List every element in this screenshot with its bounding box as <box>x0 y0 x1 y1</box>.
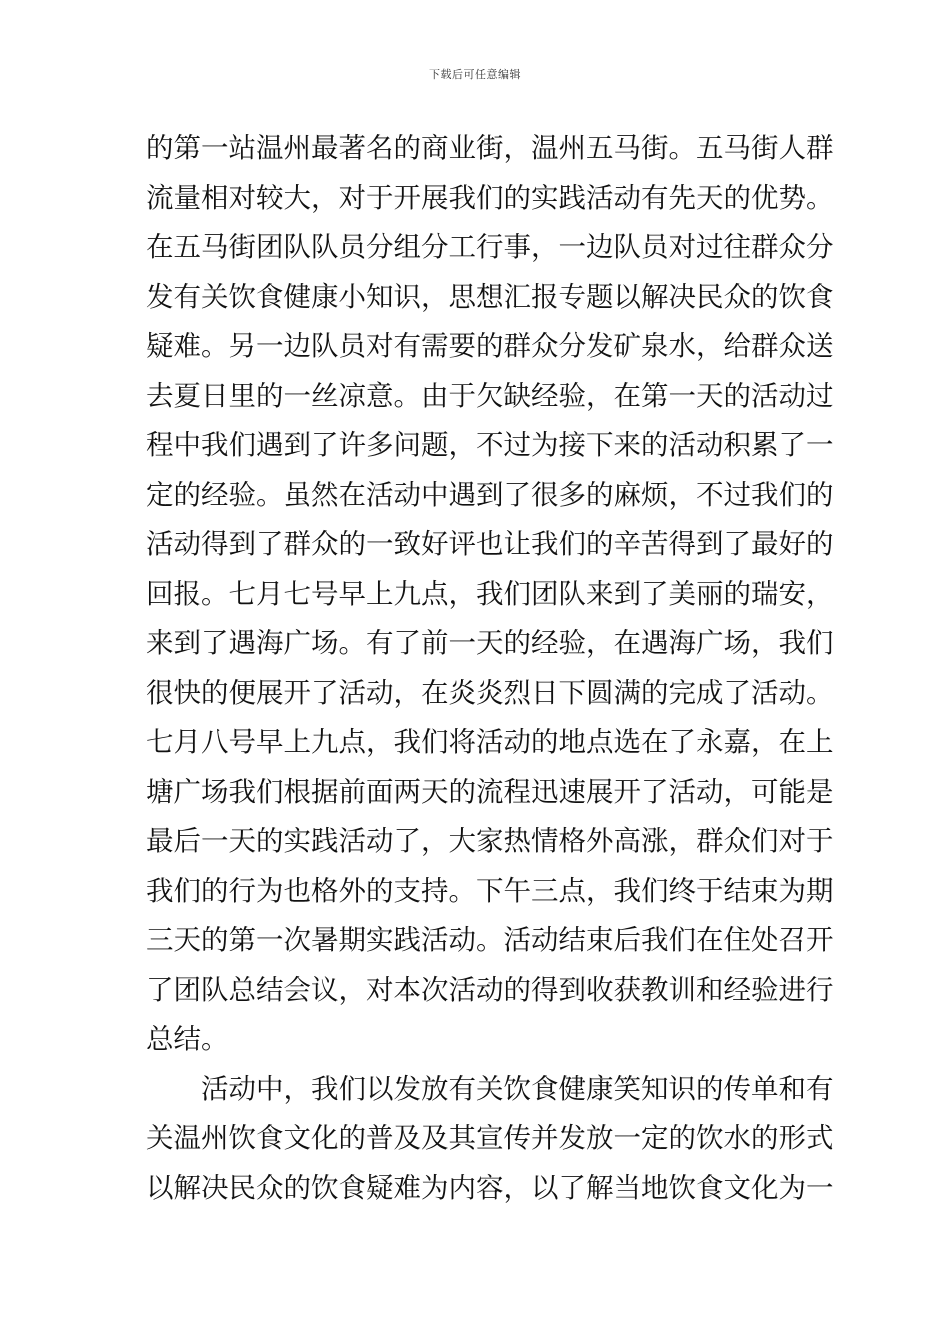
text-line: 了团队总结会议，对本次活动的得到收获教训和经验进行 <box>146 973 834 1006</box>
paragraph-1 <box>146 124 834 1065</box>
text-line: 回报。七月七号早上九点，我们团队来到了美丽的瑞安， <box>146 577 834 610</box>
text-line: 塘广场我们根据前面两天的流程迅速展开了活动，可能是 <box>146 775 834 808</box>
text-line: 疑难。另一边队员对有需要的群众分发矿泉水，给群众送 <box>146 330 834 362</box>
page-header: 下载后可任意编辑 <box>429 68 521 81</box>
text-line: 总结。 <box>146 1023 229 1055</box>
text-line: 活动中，我们以发放有关饮食健康笑知识的传单和有 <box>201 1072 834 1105</box>
text-line: 七月八号早上九点，我们将活动的地点选在了永嘉，在上 <box>146 726 834 758</box>
text-line: 发有关饮食健康小知识，思想汇报专题以解决民众的饮食 <box>146 280 834 313</box>
text-line: 三天的第一次暑期实践活动。活动结束后我们在住处召开 <box>146 924 834 956</box>
text-line: 我们的行为也格外的支持。下午三点，我们终于结束为期 <box>146 874 834 907</box>
paragraph-2 <box>146 1065 834 1214</box>
text-line: 关温州饮食文化的普及及其宣传并发放一定的饮水的形式 <box>146 1122 834 1154</box>
text-line: 来到了遇海广场。有了前一天的经验，在遇海广场，我们 <box>146 627 834 659</box>
text-line: 活动得到了群众的一致好评也让我们的辛苦得到了最好的 <box>146 528 834 560</box>
text-line: 流量相对较大，对于开展我们的实践活动有先天的优势。 <box>146 181 834 214</box>
text-line: 去夏日里的一丝凉意。由于欠缺经验，在第一天的活动过 <box>146 379 834 412</box>
text-line: 在五马街团队队员分组分工行事，一边队员对过往群众分 <box>146 231 834 263</box>
text-line: 很快的便展开了活动，在炎炎烈日下圆满的完成了活动。 <box>146 676 834 709</box>
text-line: 最后一天的实践活动了，大家热情格外高涨，群众们对于 <box>146 825 834 857</box>
text-line: 定的经验。虽然在活动中遇到了很多的麻烦，不过我们的 <box>146 478 834 511</box>
text-line: 的第一站温州最著名的商业街，温州五马街。五马街人群 <box>146 132 834 164</box>
text-line: 以解决民众的饮食疑难为内容，以了解当地饮食文化为一 <box>146 1171 834 1204</box>
text-line: 程中我们遇到了许多问题，不过为接下来的活动积累了一 <box>146 429 834 461</box>
document-body <box>146 124 834 1213</box>
